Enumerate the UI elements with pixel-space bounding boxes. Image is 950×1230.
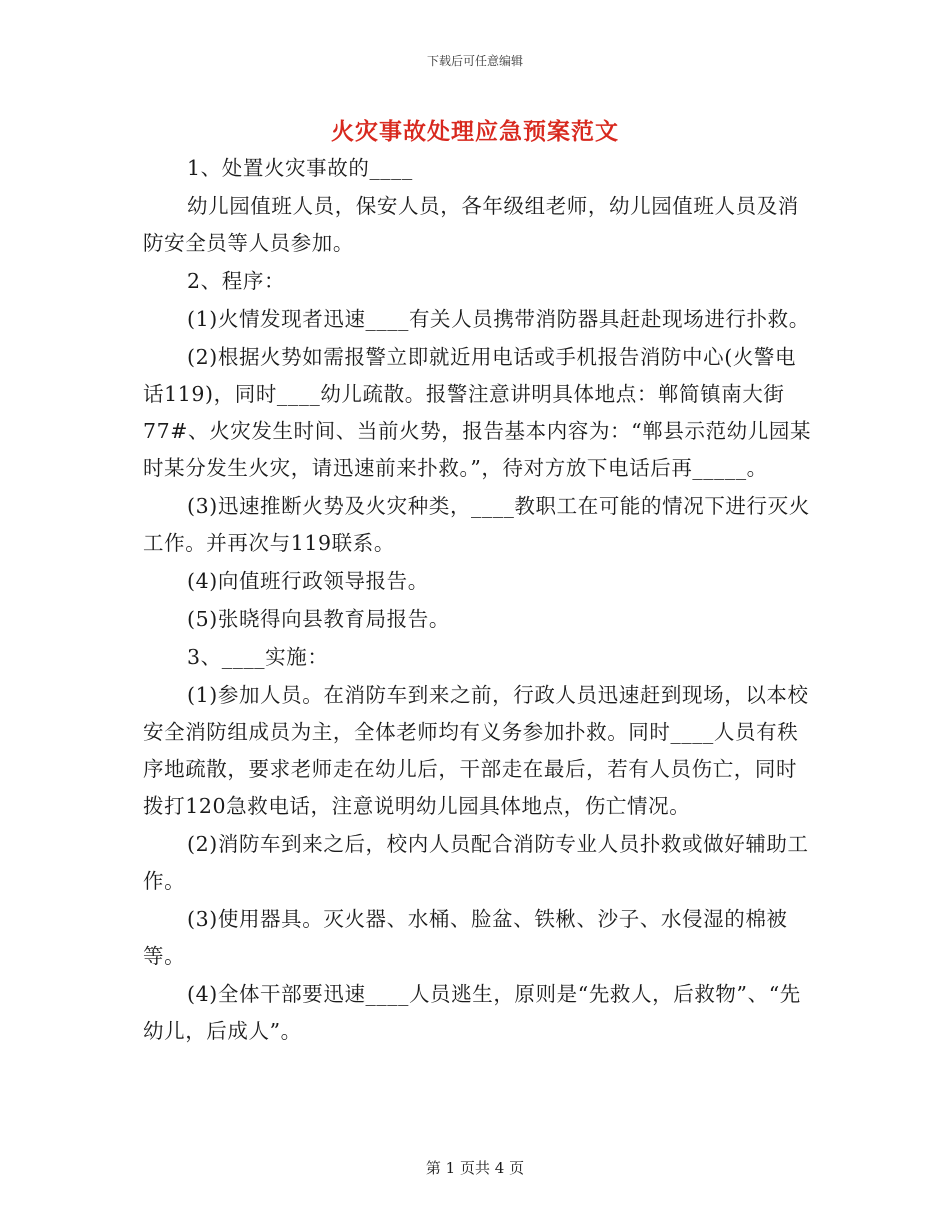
page-number-footer: 第 1 页共 4 页 <box>425 1159 525 1177</box>
paragraph: (3)迅速推断火势及火灾种类，____教职工在可能的情况下进行灭火工作。并再次与119联系。 <box>143 494 810 555</box>
paragraph: (4)向值班行政领导报告。 <box>187 569 429 593</box>
paragraph: 2、程序： <box>187 269 286 293</box>
page-header-note: 下载后可任意编辑 <box>426 54 523 68</box>
paragraph: 幼儿园值班人员，保安人员，各年级组老师，幼儿园值班人员及消防安全员等人员参加。 <box>143 194 799 255</box>
paragraph: (2)消防车到来之后，校内人员配合消防专业人员扑救或做好辅助工作。 <box>143 832 809 893</box>
paragraph: (5)张晓得向县教育局报告。 <box>187 607 450 631</box>
paragraph: (3)使用器具。灭火器、水桶、脸盆、铁楸、沙子、水侵湿的棉被等。 <box>143 907 788 968</box>
paragraph: (4)全体干部要迅速____人员逃生，原则是“先救人，后救物”、“先幼儿，后成人”。 <box>143 982 801 1043</box>
paragraph: 3、____实施： <box>187 645 329 669</box>
paragraph: (1)火情发现者迅速____有关人员携带消防器具赶赴现场进行扑救。 <box>187 307 810 331</box>
paragraph: 1、处置火灾事故的____ <box>187 156 413 180</box>
paragraph: (1)参加人员。在消防车到来之前，行政人员迅速赶到现场，以本校安全消防组成员为主，全体老师均有义务参加扑救。同时____人员有秩序地疏散，要求老师走在幼儿后，干部走在最后，若有人员伤亡，同时拨打120急救电话，注意说明幼儿园具体地点，伤亡情况。 <box>143 683 809 818</box>
document-body <box>143 150 815 1051</box>
document-title: 火灾事故处理应急预案范文 <box>331 118 619 145</box>
paragraph: (2)根据火势如需报警立即就近用电话或手机报告消防中心(火警电话119)，同时____幼儿疏散。报警注意讲明具体地点：郸简镇南大街77#、火灾发生时间、当前火势，报告基本内容为：“郸县示范幼儿园某时某分发生火灾，请迅速前来扑救。”，待对方放下电话后再_____。 <box>143 345 812 480</box>
